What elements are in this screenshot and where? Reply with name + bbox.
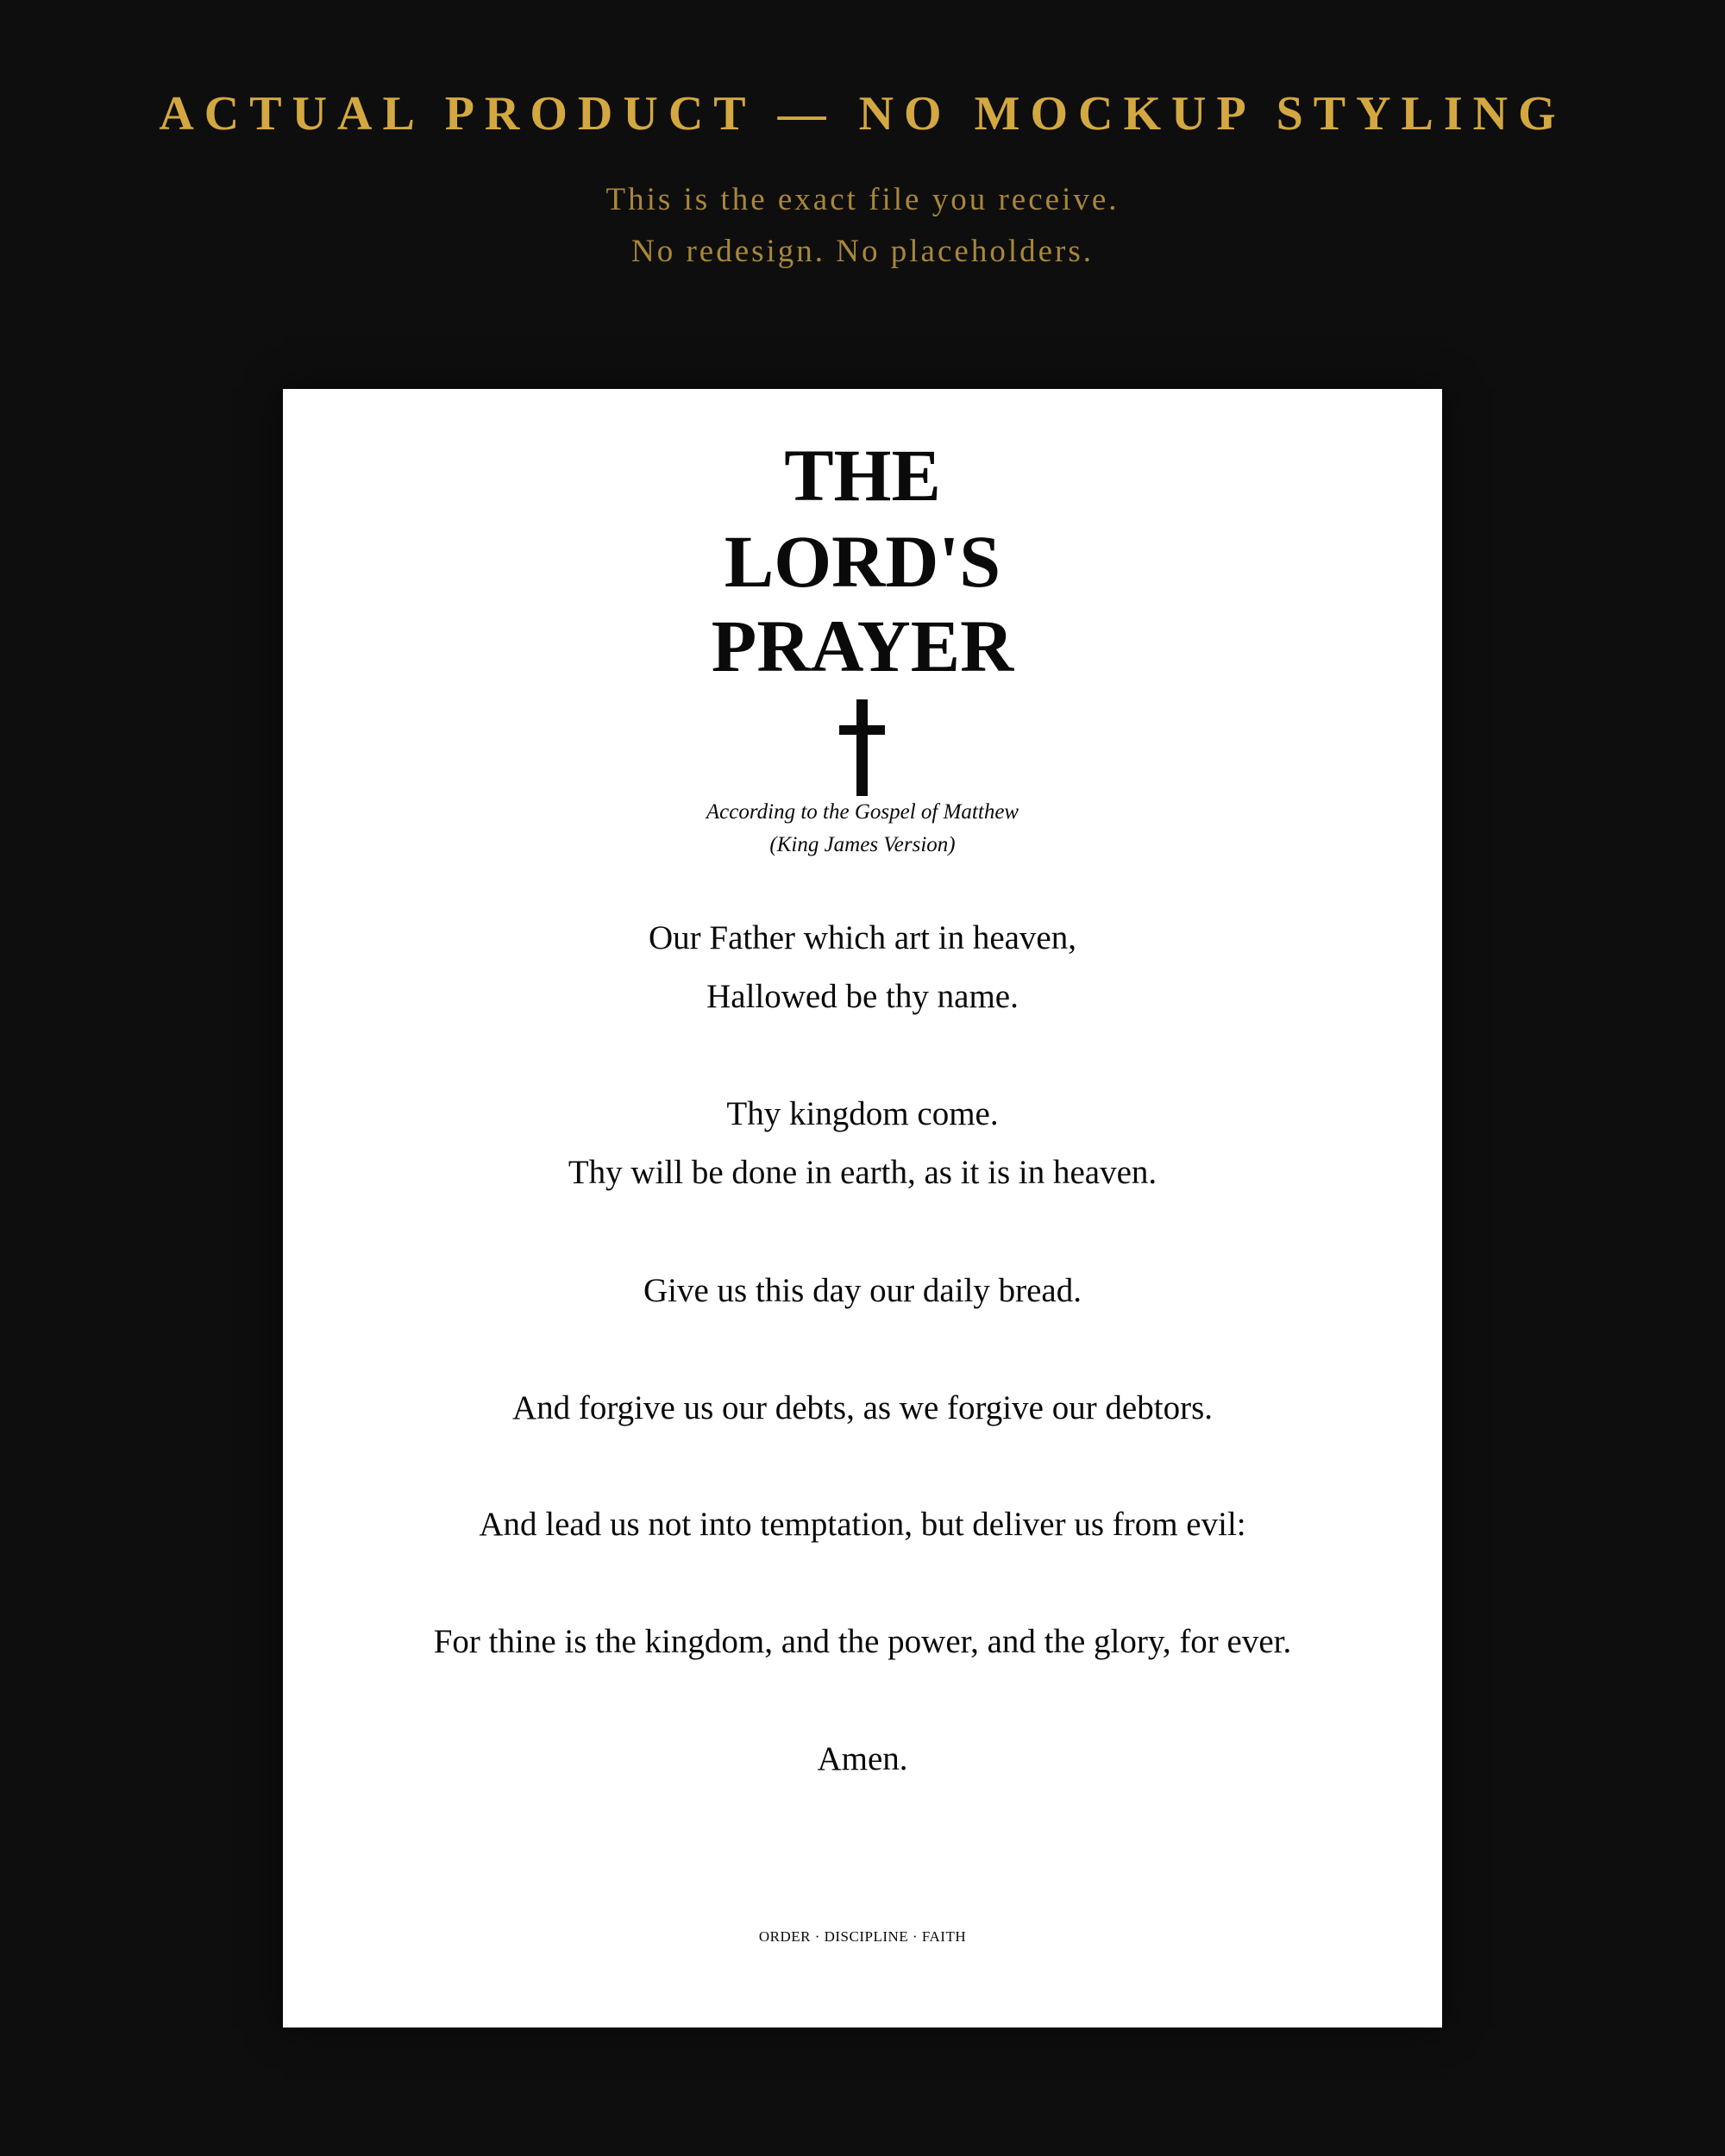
subline-no-redesign: No redesign. No placeholders. — [630, 234, 1094, 269]
title-line-1: THE — [784, 434, 941, 517]
subline-exact-file: This is the exact file you receive. — [605, 182, 1120, 217]
title-line-3: PRAYER — [711, 605, 1014, 687]
cross-icon — [283, 693, 1442, 805]
verse-line: And forgive us our debts, as we forgive our debtors. — [512, 1389, 1213, 1426]
verse-line: Hallowed be thy name. — [706, 978, 1019, 1015]
verse-line: And lead us not into temptation, but deliver us from evil: — [479, 1506, 1246, 1543]
prayer-document-sheet — [283, 389, 1442, 2028]
verse-line: For thine is the kingdom, and the power, and the glory, for ever. — [433, 1623, 1292, 1660]
footer-motto: ORDER · DISCIPLINE · FAITH — [758, 1928, 967, 1945]
title-line-2: LORD'S — [724, 520, 1001, 603]
attribution-version: (King James Version) — [769, 833, 956, 856]
verse-line: Thy will be done in earth, as it is in heaven. — [568, 1154, 1157, 1191]
verse-line: Give us this day our daily bread. — [643, 1272, 1082, 1309]
verse-amen: Amen. — [817, 1740, 908, 1777]
headline: ACTUAL PRODUCT — NO MOCKUP STYLING — [159, 87, 1566, 141]
verse-line: Thy kingdom come. — [726, 1095, 999, 1132]
attribution-gospel: According to the Gospel of Matthew — [706, 800, 1019, 824]
verse-line: Our Father which art in heaven, — [649, 919, 1076, 956]
